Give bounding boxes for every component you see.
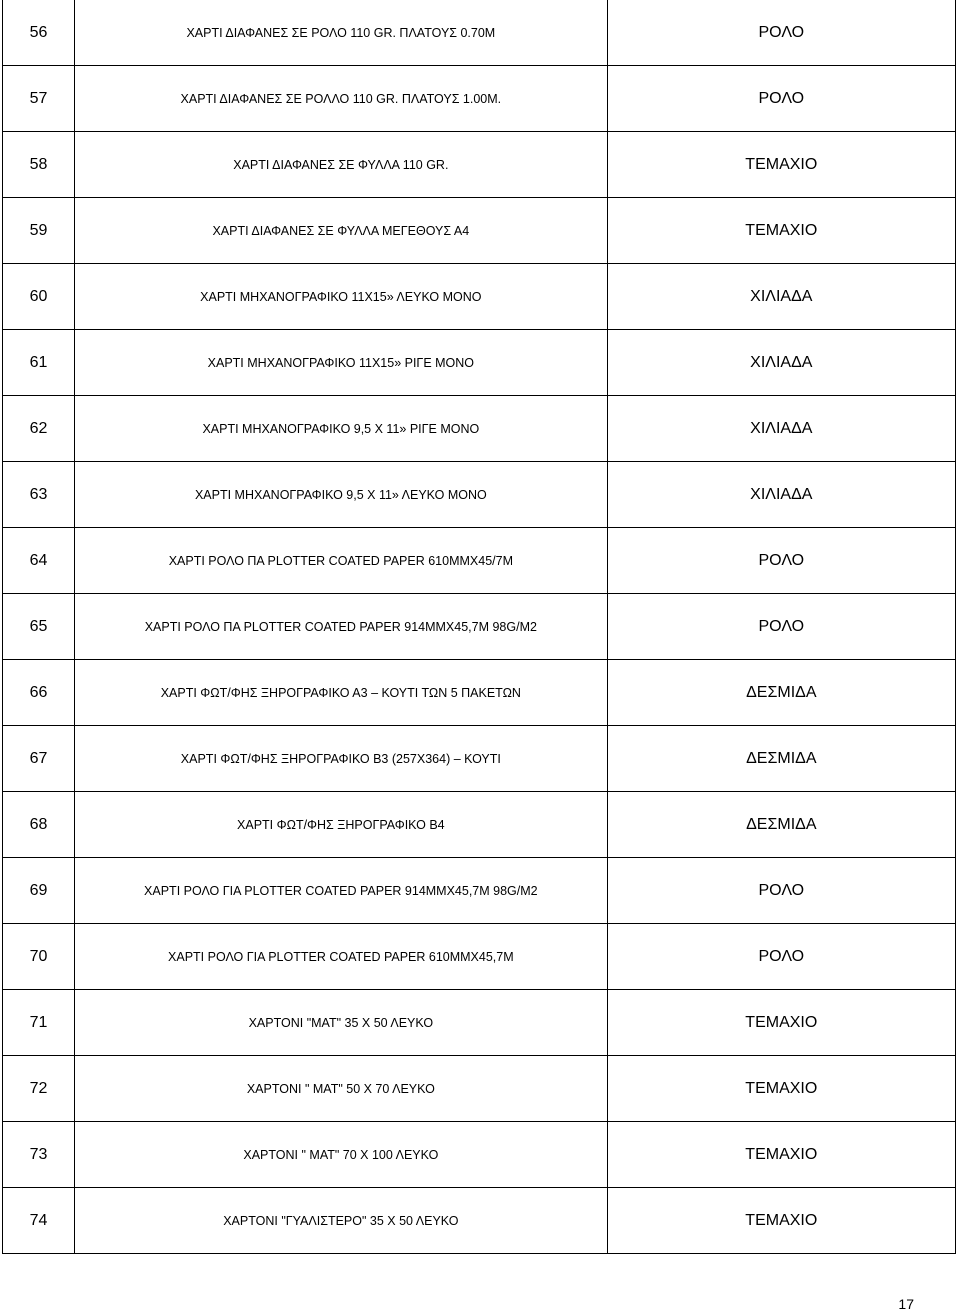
table-row	[3, 1122, 956, 1188]
item-description: ΧΑΡΤΙ ΔΙΑΦΑΝΕΣ ΣΕ ΦΥΛΛΑ 110 GR.	[75, 132, 608, 198]
table-row	[3, 660, 956, 726]
table-row	[3, 396, 956, 462]
table-row	[3, 132, 956, 198]
table-row	[3, 528, 956, 594]
item-number: 63	[3, 462, 75, 528]
table-row	[3, 330, 956, 396]
item-number: 73	[3, 1122, 75, 1188]
item-description: ΧΑΡΤΟΝΙ " ΜΑΤ" 50 Χ 70 ΛΕΥΚΟ	[75, 1056, 608, 1122]
table-row	[3, 0, 956, 66]
item-unit: ΡΟΛΟ	[607, 924, 955, 990]
item-description: ΧΑΡΤΙ ΜΗΧΑΝΟΓΡΑΦΙΚΟ 11Χ15» ΡΙΓΕ ΜΟΝΟ	[75, 330, 608, 396]
table-row	[3, 858, 956, 924]
item-description: ΧΑΡΤΟΝΙ "ΜΑΤ" 35 Χ 50 ΛΕΥΚΟ	[75, 990, 608, 1056]
item-unit: ΧΙΛΙΑΔΑ	[607, 264, 955, 330]
item-unit: ΡΟΛΟ	[607, 594, 955, 660]
items-table	[2, 0, 956, 1254]
table-row	[3, 264, 956, 330]
item-unit: ΤΕΜΑΧΙΟ	[607, 132, 955, 198]
item-number: 72	[3, 1056, 75, 1122]
item-number: 70	[3, 924, 75, 990]
item-number: 68	[3, 792, 75, 858]
table-row	[3, 1056, 956, 1122]
item-unit: ΤΕΜΑΧΙΟ	[607, 990, 955, 1056]
item-unit: ΡΟΛΟ	[607, 858, 955, 924]
table-row	[3, 924, 956, 990]
item-description: ΧΑΡΤΙ ΡΟΛΟ ΓΙΑ PLOTTER COATED PAPER 610MMX45,7M	[75, 924, 608, 990]
table-row	[3, 1188, 956, 1254]
page-number: 17	[898, 1296, 914, 1312]
item-number: 60	[3, 264, 75, 330]
item-number: 64	[3, 528, 75, 594]
item-description: ΧΑΡΤΟΝΙ " ΜΑΤ" 70 Χ 100 ΛΕΥΚΟ	[75, 1122, 608, 1188]
item-number: 65	[3, 594, 75, 660]
table-row	[3, 462, 956, 528]
item-description: ΧΑΡΤΟΝΙ "ΓΥΑΛΙΣΤΕΡΟ" 35 Χ 50 ΛΕΥΚΟ	[75, 1188, 608, 1254]
item-number: 66	[3, 660, 75, 726]
item-unit: ΧΙΛΙΑΔΑ	[607, 462, 955, 528]
table-row	[3, 66, 956, 132]
item-description: ΧΑΡΤΙ ΦΩΤ/ΦΗΣ ΞΗΡΟΓΡΑΦΙΚΟ Α3 – ΚΟΥΤΙ ΤΩΝ 5 ΠΑΚΕΤΩΝ	[75, 660, 608, 726]
item-description: ΧΑΡΤΙ ΦΩΤ/ΦΗΣ ΞΗΡΟΓΡΑΦΙΚΟ Β3 (257Χ364) – ΚΟΥΤΙ	[75, 726, 608, 792]
item-number: 74	[3, 1188, 75, 1254]
item-unit: ΤΕΜΑΧΙΟ	[607, 1056, 955, 1122]
table-row	[3, 198, 956, 264]
item-description: ΧΑΡΤΙ ΜΗΧΑΝΟΓΡΑΦΙΚΟ 11Χ15» ΛΕΥΚΟ ΜΟΝΟ	[75, 264, 608, 330]
item-description: ΧΑΡΤΙ ΜΗΧΑΝΟΓΡΑΦΙΚΟ 9,5 Χ 11» ΛΕΥΚΟ ΜΟΝΟ	[75, 462, 608, 528]
item-number: 71	[3, 990, 75, 1056]
item-unit: ΡΟΛΟ	[607, 528, 955, 594]
item-description: ΧΑΡΤΙ ΡΟΛΟ ΠΑ PLOTTER COATED PAPER 610MMX45/7M	[75, 528, 608, 594]
items-table-body	[3, 0, 956, 1254]
table-row	[3, 594, 956, 660]
item-number: 69	[3, 858, 75, 924]
item-number: 61	[3, 330, 75, 396]
item-unit: ΧΙΛΙΑΔΑ	[607, 330, 955, 396]
item-description: ΧΑΡΤΙ ΔΙΑΦΑΝΕΣ ΣΕ ΡΟΛΛΟ 110 GR. ΠΛΑΤΟΥΣ 1.00Μ.	[75, 66, 608, 132]
item-unit: ΧΙΛΙΑΔΑ	[607, 396, 955, 462]
item-number: 59	[3, 198, 75, 264]
item-unit: ΔΕΣΜΙΔΑ	[607, 660, 955, 726]
item-description: ΧΑΡΤΙ ΔΙΑΦΑΝΕΣ ΣΕ ΡΟΛΟ 110 GR. ΠΛΑΤΟΥΣ 0.70Μ	[75, 0, 608, 66]
table-row	[3, 726, 956, 792]
item-number: 67	[3, 726, 75, 792]
item-number: 56	[3, 0, 75, 66]
item-unit: ΤΕΜΑΧΙΟ	[607, 1188, 955, 1254]
item-description: ΧΑΡΤΙ ΡΟΛΟ ΓΙΑ PLOTTER COATED PAPER 914MMX45,7M 98G/M2	[75, 858, 608, 924]
item-description: ΧΑΡΤΙ ΡΟΛΟ ΠΑ PLOTTER COATED PAPER 914MMX45,7M 98G/M2	[75, 594, 608, 660]
item-unit: ΡΟΛΟ	[607, 0, 955, 66]
table-row	[3, 792, 956, 858]
item-unit: ΡΟΛΟ	[607, 66, 955, 132]
item-description: ΧΑΡΤΙ ΦΩΤ/ΦΗΣ ΞΗΡΟΓΡΑΦΙΚΟ Β4	[75, 792, 608, 858]
table-row	[3, 990, 956, 1056]
item-unit: ΔΕΣΜΙΔΑ	[607, 726, 955, 792]
item-unit: ΔΕΣΜΙΔΑ	[607, 792, 955, 858]
item-number: 62	[3, 396, 75, 462]
item-number: 57	[3, 66, 75, 132]
item-description: ΧΑΡΤΙ ΔΙΑΦΑΝΕΣ ΣΕ ΦΥΛΛΑ ΜΕΓΕΘΟΥΣ Α4	[75, 198, 608, 264]
item-number: 58	[3, 132, 75, 198]
item-unit: ΤΕΜΑΧΙΟ	[607, 198, 955, 264]
item-unit: ΤΕΜΑΧΙΟ	[607, 1122, 955, 1188]
item-description: ΧΑΡΤΙ ΜΗΧΑΝΟΓΡΑΦΙΚΟ 9,5 Χ 11» ΡΙΓΕ ΜΟΝΟ	[75, 396, 608, 462]
